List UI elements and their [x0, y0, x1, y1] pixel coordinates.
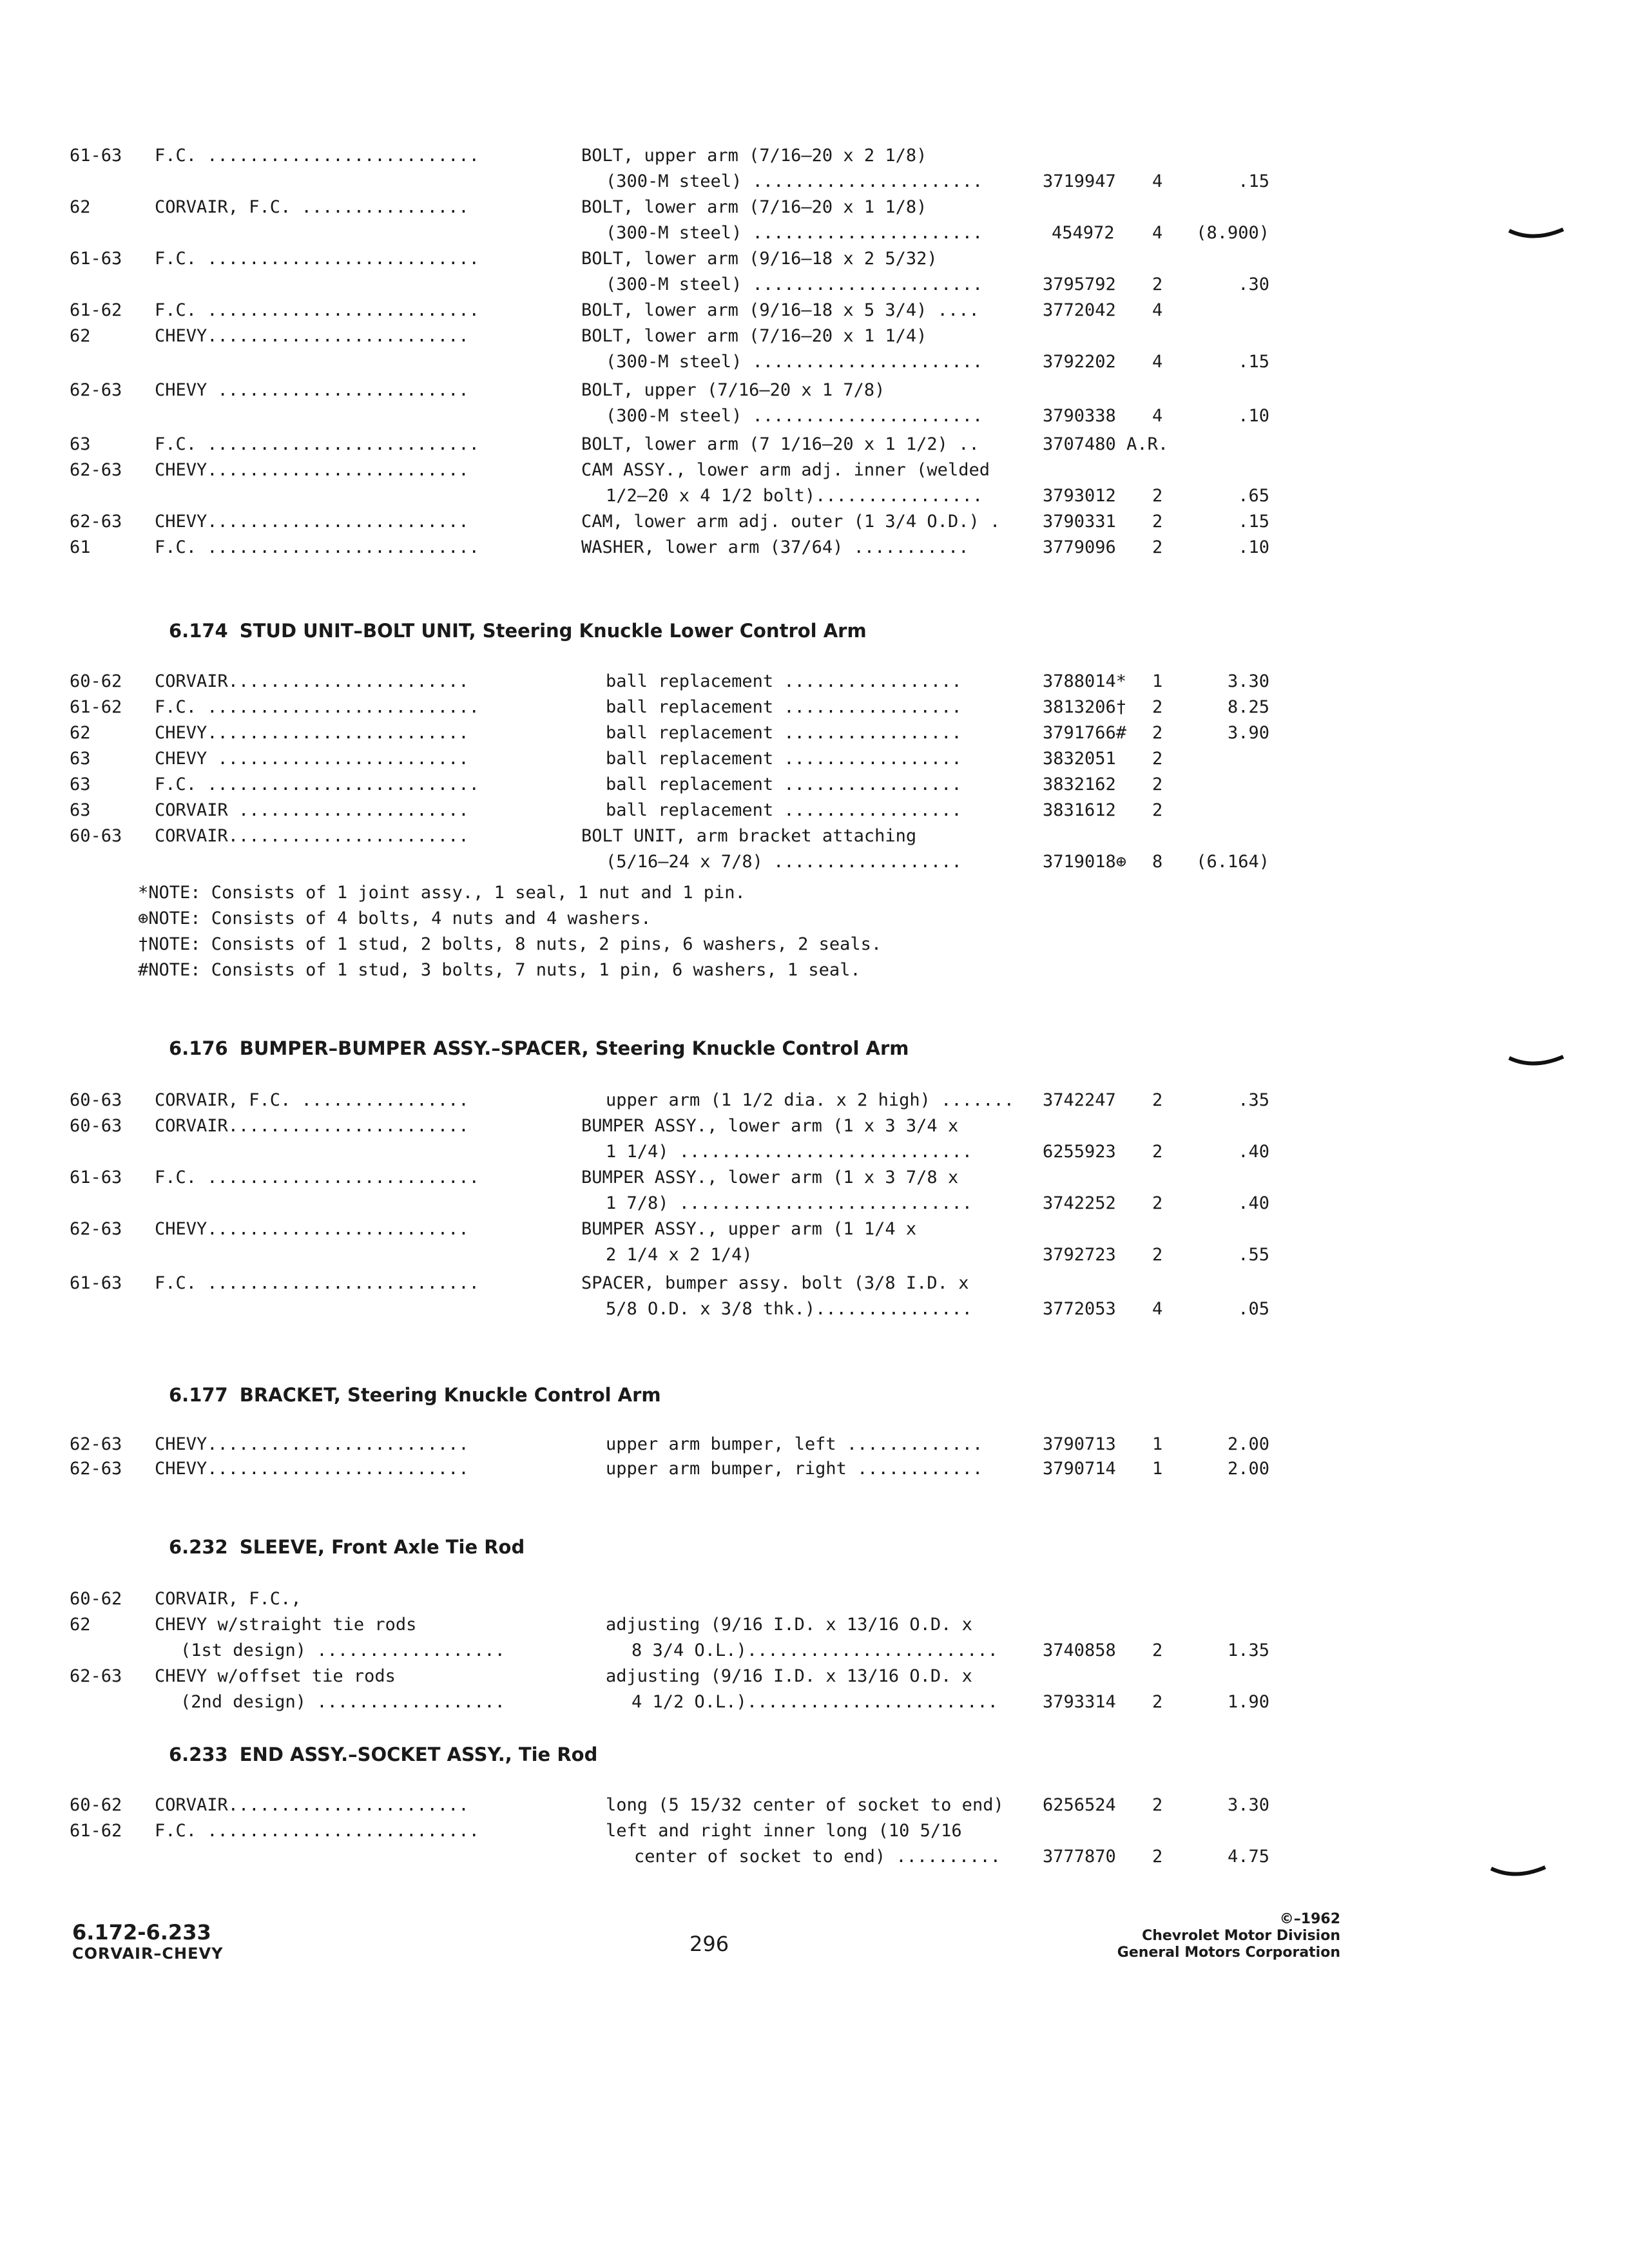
year-cell: 61-63 [70, 1168, 122, 1187]
section-heading-6-174: 6.174 STUD UNIT–BOLT UNIT, Steering Knuckle Lower Control Arm [169, 620, 867, 642]
year-cell: 62-63 [70, 1219, 122, 1239]
price: .40 [1238, 1142, 1269, 1162]
year-cell: 62 [70, 723, 91, 743]
year-cell: 60-63 [70, 1090, 122, 1110]
year-cell: 62-63 [70, 460, 122, 480]
price: .30 [1238, 274, 1269, 294]
table-row [0, 349, 1629, 375]
year-cell: 62 [70, 1615, 91, 1635]
table-row [0, 1432, 1629, 1457]
desc-cell: BOLT, upper (7/16–20 x 1 7/8) [581, 380, 885, 400]
desc-cell: ball replacement ................. [606, 697, 962, 717]
price: .40 [1238, 1193, 1269, 1213]
footer-publisher [1117, 1911, 1340, 1961]
desc-cell: 1 1/4) ............................ [606, 1142, 972, 1162]
table-row [0, 143, 1629, 169]
quantity: 2 [1152, 1692, 1163, 1712]
section-range: 6.172-6.233 [72, 1920, 211, 1945]
table-row [0, 272, 1629, 298]
desc-cell: BOLT, upper arm (7/16–20 x 2 1/8) [581, 146, 927, 166]
quantity: 1 [1152, 671, 1163, 691]
year-cell: 61-63 [70, 146, 122, 166]
part-number: 3832051 [1043, 749, 1116, 769]
table-row [0, 823, 1629, 849]
table-row [0, 849, 1629, 875]
desc-cell: 1 7/8) ............................ [606, 1193, 972, 1213]
part-number: 6256524 [1043, 1795, 1116, 1815]
year-cell: 62 [70, 197, 91, 217]
part-number: 3832162 [1043, 774, 1116, 794]
model-cell: F.C. .......................... [155, 300, 479, 320]
table-row [0, 1242, 1629, 1268]
model-cell: CHEVY ........................ [155, 749, 469, 769]
year-cell: 61-62 [70, 1821, 122, 1841]
quantity: 2 [1152, 486, 1163, 506]
price: 2.00 [1227, 1434, 1269, 1454]
year-cell: 60-62 [70, 1795, 122, 1815]
part-number: 3790338 [1043, 406, 1116, 426]
quantity: 2 [1152, 537, 1163, 557]
table-row [0, 1271, 1629, 1296]
desc-cell: (300-M steel) ...................... [606, 223, 983, 243]
model-cell: CORVAIR....................... [155, 1116, 469, 1136]
price: 2.00 [1227, 1459, 1269, 1479]
table-row [0, 1139, 1629, 1165]
part-number: 3813206† [1043, 697, 1127, 717]
model-cell: CORVAIR, F.C. ................ [155, 1090, 469, 1110]
table-row [0, 1586, 1629, 1612]
desc-cell: BOLT, lower arm (9/16–18 x 5 3/4) .... [581, 300, 979, 320]
table-row [0, 323, 1629, 349]
desc-cell: SPACER, bumper assy. bolt (3/8 I.D. x [581, 1273, 969, 1293]
binder-mark-icon [1490, 1863, 1548, 1883]
price: 4.75 [1227, 1847, 1269, 1867]
part-number: 3707480 A.R. [1043, 434, 1169, 454]
desc-cell: 1/2–20 x 4 1/2 bolt)................ [606, 486, 983, 506]
model-cell: (1st design) .................. [180, 1640, 505, 1660]
footnote: ⊕NOTE: Consists of 4 bolts, 4 nuts and 4 washers. [138, 908, 651, 928]
quantity: 1 [1152, 1459, 1163, 1479]
price: .35 [1238, 1090, 1269, 1110]
table-row [0, 483, 1629, 509]
part-number: 3719018⊕ [1043, 852, 1127, 872]
year-cell: 62-63 [70, 1434, 122, 1454]
price: (8.900) [1196, 223, 1269, 243]
desc-cell: 4 1/2 O.L.)........................ [631, 1692, 998, 1712]
footnote: †NOTE: Consists of 1 stud, 2 bolts, 8 nuts, 2 pins, 6 washers, 2 seals. [138, 934, 882, 954]
desc-cell: upper arm bumper, left ............. [606, 1434, 983, 1454]
model-cell: CHEVY......................... [155, 1459, 469, 1479]
price: 1.35 [1227, 1640, 1269, 1660]
part-number: 3831612 [1043, 800, 1116, 820]
table-row [0, 746, 1629, 772]
desc-cell: 5/8 O.D. x 3/8 thk.)............... [606, 1299, 972, 1319]
part-number: 3772053 [1043, 1299, 1116, 1319]
section-heading-6-232: 6.232 SLEEVE, Front Axle Tie Rod [169, 1536, 525, 1558]
quantity: 4 [1152, 406, 1163, 426]
desc-cell: 8 3/4 O.L.)........................ [631, 1640, 998, 1660]
model-cell: CHEVY ........................ [155, 380, 469, 400]
table-row [0, 378, 1629, 403]
table-row [0, 457, 1629, 483]
desc-cell: BUMPER ASSY., lower arm (1 x 3 7/8 x [581, 1168, 959, 1187]
quantity: 2 [1152, 749, 1163, 769]
table-row [0, 403, 1629, 429]
table-row [0, 1088, 1629, 1113]
model-cell: CHEVY......................... [155, 326, 469, 346]
price: 3.30 [1227, 1795, 1269, 1815]
desc-cell: ball replacement ................. [606, 800, 962, 820]
desc-cell: ball replacement ................. [606, 749, 962, 769]
year-cell: 63 [70, 774, 91, 794]
part-number: 3793012 [1043, 486, 1116, 506]
price: .55 [1238, 1245, 1269, 1265]
model-cell: F.C. .......................... [155, 697, 479, 717]
year-cell: 61-63 [70, 1273, 122, 1293]
part-number: 3792723 [1043, 1245, 1116, 1265]
part-number: 6255923 [1043, 1142, 1116, 1162]
part-number: 3790331 [1043, 512, 1116, 532]
model-cell: CORVAIR....................... [155, 1795, 469, 1815]
quantity: 4 [1152, 300, 1163, 320]
table-row [0, 246, 1629, 272]
table-row [0, 695, 1629, 720]
part-number: 3790713 [1043, 1434, 1116, 1454]
model-cell: CHEVY......................... [155, 1219, 469, 1239]
model-cell: CHEVY......................... [155, 1434, 469, 1454]
price: .15 [1238, 512, 1269, 532]
model-cell: CHEVY w/straight tie rods [155, 1615, 417, 1635]
binder-mark-icon [1508, 1053, 1566, 1072]
price: .15 [1238, 171, 1269, 191]
quantity: 2 [1152, 1142, 1163, 1162]
desc-cell: CAM ASSY., lower arm adj. inner (welded [581, 460, 990, 480]
section-heading-6-233: 6.233 END ASSY.–SOCKET ASSY., Tie Rod [169, 1744, 598, 1765]
model-cell: CHEVY w/offset tie rods [155, 1666, 396, 1686]
year-cell: 60-63 [70, 1116, 122, 1136]
desc-cell: BUMPER ASSY., lower arm (1 x 3 3/4 x [581, 1116, 959, 1136]
quantity: 2 [1152, 697, 1163, 717]
quantity: 2 [1152, 1193, 1163, 1213]
price: 3.30 [1227, 671, 1269, 691]
price: 3.90 [1227, 723, 1269, 743]
quantity: 2 [1152, 1640, 1163, 1660]
desc-cell: ball replacement ................. [606, 774, 962, 794]
quantity: 2 [1152, 512, 1163, 532]
year-cell: 60-63 [70, 826, 122, 846]
desc-cell: (300-M steel) ...................... [606, 406, 983, 426]
quantity: 2 [1152, 1090, 1163, 1110]
table-row [0, 1844, 1629, 1870]
page-number: 296 [689, 1932, 729, 1956]
table-row [0, 1216, 1629, 1242]
part-number: 3791766# [1043, 723, 1127, 743]
table-row [0, 298, 1629, 323]
model-cell: CHEVY......................... [155, 512, 469, 532]
part-number: 454972 [1052, 223, 1115, 243]
model-cell: CHEVY......................... [155, 460, 469, 480]
publisher-division: Chevrolet Motor Division [1142, 1928, 1340, 1944]
table-row [0, 432, 1629, 457]
year-cell: 63 [70, 749, 91, 769]
price: .10 [1238, 406, 1269, 426]
vehicle-line: CORVAIR–CHEVY [72, 1945, 224, 1963]
desc-cell: ball replacement ................. [606, 671, 962, 691]
part-number: 3719947 [1043, 171, 1116, 191]
model-cell: F.C. .......................... [155, 1273, 479, 1293]
table-row [0, 1191, 1629, 1216]
table-row [0, 1612, 1629, 1638]
desc-cell: BUMPER ASSY., upper arm (1 1/4 x [581, 1219, 917, 1239]
model-cell: CORVAIR....................... [155, 671, 469, 691]
model-cell: CORVAIR ...................... [155, 800, 469, 820]
model-cell: F.C. .......................... [155, 774, 479, 794]
part-number: 3742252 [1043, 1193, 1116, 1213]
desc-cell: left and right inner long (10 5/16 [606, 1821, 962, 1841]
desc-cell: BOLT, lower arm (9/16–18 x 2 5/32) [581, 249, 938, 269]
part-number: 3788014* [1043, 671, 1127, 691]
table-row [0, 1456, 1629, 1482]
model-cell: F.C. .......................... [155, 1168, 479, 1187]
desc-cell: (300-M steel) ...................... [606, 274, 983, 294]
year-cell: 61-62 [70, 697, 122, 717]
model-cell: (2nd design) .................. [180, 1692, 505, 1712]
table-row [0, 798, 1629, 823]
desc-cell: ball replacement ................. [606, 723, 962, 743]
table-row [0, 1296, 1629, 1322]
table-row [0, 1638, 1629, 1664]
desc-cell: adjusting (9/16 I.D. x 13/16 O.D. x [606, 1666, 972, 1686]
year-cell: 62-63 [70, 1666, 122, 1686]
table-row [0, 1792, 1629, 1818]
price: 8.25 [1227, 697, 1269, 717]
quantity: 4 [1152, 171, 1163, 191]
model-cell: F.C. .......................... [155, 434, 479, 454]
year-cell: 61-63 [70, 249, 122, 269]
publisher-corporation: General Motors Corporation [1117, 1945, 1340, 1961]
table-row [0, 1818, 1629, 1844]
table-row [0, 220, 1629, 246]
desc-cell: BOLT UNIT, arm bracket attaching [581, 826, 917, 846]
desc-cell: upper arm (1 1/2 dia. x 2 high) ....... [606, 1090, 1014, 1110]
price: .10 [1238, 537, 1269, 557]
year-cell: 63 [70, 800, 91, 820]
desc-cell: 2 1/4 x 2 1/4) [606, 1245, 753, 1265]
year-cell: 61 [70, 537, 91, 557]
table-row [0, 1664, 1629, 1689]
model-cell: CHEVY......................... [155, 723, 469, 743]
table-row [0, 535, 1629, 561]
year-cell: 63 [70, 434, 91, 454]
quantity: 8 [1152, 852, 1163, 872]
desc-cell: BOLT, lower arm (7/16–20 x 1 1/4) [581, 326, 927, 346]
price: .15 [1238, 352, 1269, 372]
part-number: 3793314 [1043, 1692, 1116, 1712]
desc-cell: upper arm bumper, right ............ [606, 1459, 983, 1479]
year-cell: 60-62 [70, 1589, 122, 1609]
desc-cell: adjusting (9/16 I.D. x 13/16 O.D. x [606, 1615, 972, 1635]
quantity: 4 [1152, 1299, 1163, 1319]
table-row [0, 509, 1629, 535]
desc-cell: BOLT, lower arm (7/16–20 x 1 1/8) [581, 197, 927, 217]
year-cell: 62 [70, 326, 91, 346]
year-cell: 60-62 [70, 671, 122, 691]
footnote: *NOTE: Consists of 1 joint assy., 1 seal, 1 nut and 1 pin. [138, 883, 746, 903]
model-cell: F.C. .......................... [155, 1821, 479, 1841]
price: 1.90 [1227, 1692, 1269, 1712]
footnote: #NOTE: Consists of 1 stud, 3 bolts, 7 nuts, 1 pin, 6 washers, 1 seal. [138, 960, 861, 980]
price: .65 [1238, 486, 1269, 506]
quantity: 2 [1152, 1795, 1163, 1815]
part-number: 3779096 [1043, 537, 1116, 557]
table-row [0, 1113, 1629, 1139]
model-cell: CORVAIR....................... [155, 826, 469, 846]
model-cell: CORVAIR, F.C., [155, 1589, 302, 1609]
desc-cell: BOLT, lower arm (7 1/16–20 x 1 1/2) .. [581, 434, 979, 454]
part-number: 3772042 [1043, 300, 1116, 320]
part-number: 3790714 [1043, 1459, 1116, 1479]
table-row [0, 195, 1629, 220]
desc-cell: (300-M steel) ...................... [606, 352, 983, 372]
desc-cell: CAM, lower arm adj. outer (1 3/4 O.D.) . [581, 512, 1001, 532]
year-cell: 61-62 [70, 300, 122, 320]
quantity: 1 [1152, 1434, 1163, 1454]
section-heading-6-176: 6.176 BUMPER–BUMPER ASSY.–SPACER, Steering Knuckle Control Arm [169, 1037, 909, 1059]
quantity: 2 [1152, 800, 1163, 820]
desc-cell: long (5 15/32 center of socket to end) [606, 1795, 1004, 1815]
desc-cell: (300-M steel) ...................... [606, 171, 983, 191]
quantity: 4 [1152, 352, 1163, 372]
model-cell: CORVAIR, F.C. ................ [155, 197, 469, 217]
desc-cell: center of socket to end) .......... [634, 1847, 1001, 1867]
desc-cell: WASHER, lower arm (37/64) ........... [581, 537, 969, 557]
quantity: 2 [1152, 774, 1163, 794]
part-number: 3742247 [1043, 1090, 1116, 1110]
year-cell: 62-63 [70, 1459, 122, 1479]
quantity: 2 [1152, 274, 1163, 294]
part-number: 3777870 [1043, 1847, 1116, 1867]
table-row [0, 1165, 1629, 1191]
quantity: 4 [1152, 223, 1163, 243]
quantity: 2 [1152, 1847, 1163, 1867]
price: (6.164) [1196, 852, 1269, 872]
part-number: 3795792 [1043, 274, 1116, 294]
binder-mark-icon [1508, 226, 1566, 245]
part-number: 3792202 [1043, 352, 1116, 372]
price: .05 [1238, 1299, 1269, 1319]
copyright: ©–1962 [1279, 1911, 1340, 1927]
model-cell: F.C. .......................... [155, 249, 479, 269]
model-cell: F.C. .......................... [155, 537, 479, 557]
year-cell: 62-63 [70, 380, 122, 400]
desc-cell: (5/16–24 x 7/8) .................. [606, 852, 962, 872]
table-row [0, 669, 1629, 695]
table-row [0, 1689, 1629, 1715]
table-row [0, 772, 1629, 798]
year-cell: 62-63 [70, 512, 122, 532]
table-row [0, 169, 1629, 195]
table-row [0, 720, 1629, 746]
model-cell: F.C. .......................... [155, 146, 479, 166]
footer-section-range [72, 1920, 223, 1963]
quantity: 2 [1152, 723, 1163, 743]
part-number: 3740858 [1043, 1640, 1116, 1660]
section-heading-6-177: 6.177 BRACKET, Steering Knuckle Control Arm [169, 1384, 661, 1406]
quantity: 2 [1152, 1245, 1163, 1265]
